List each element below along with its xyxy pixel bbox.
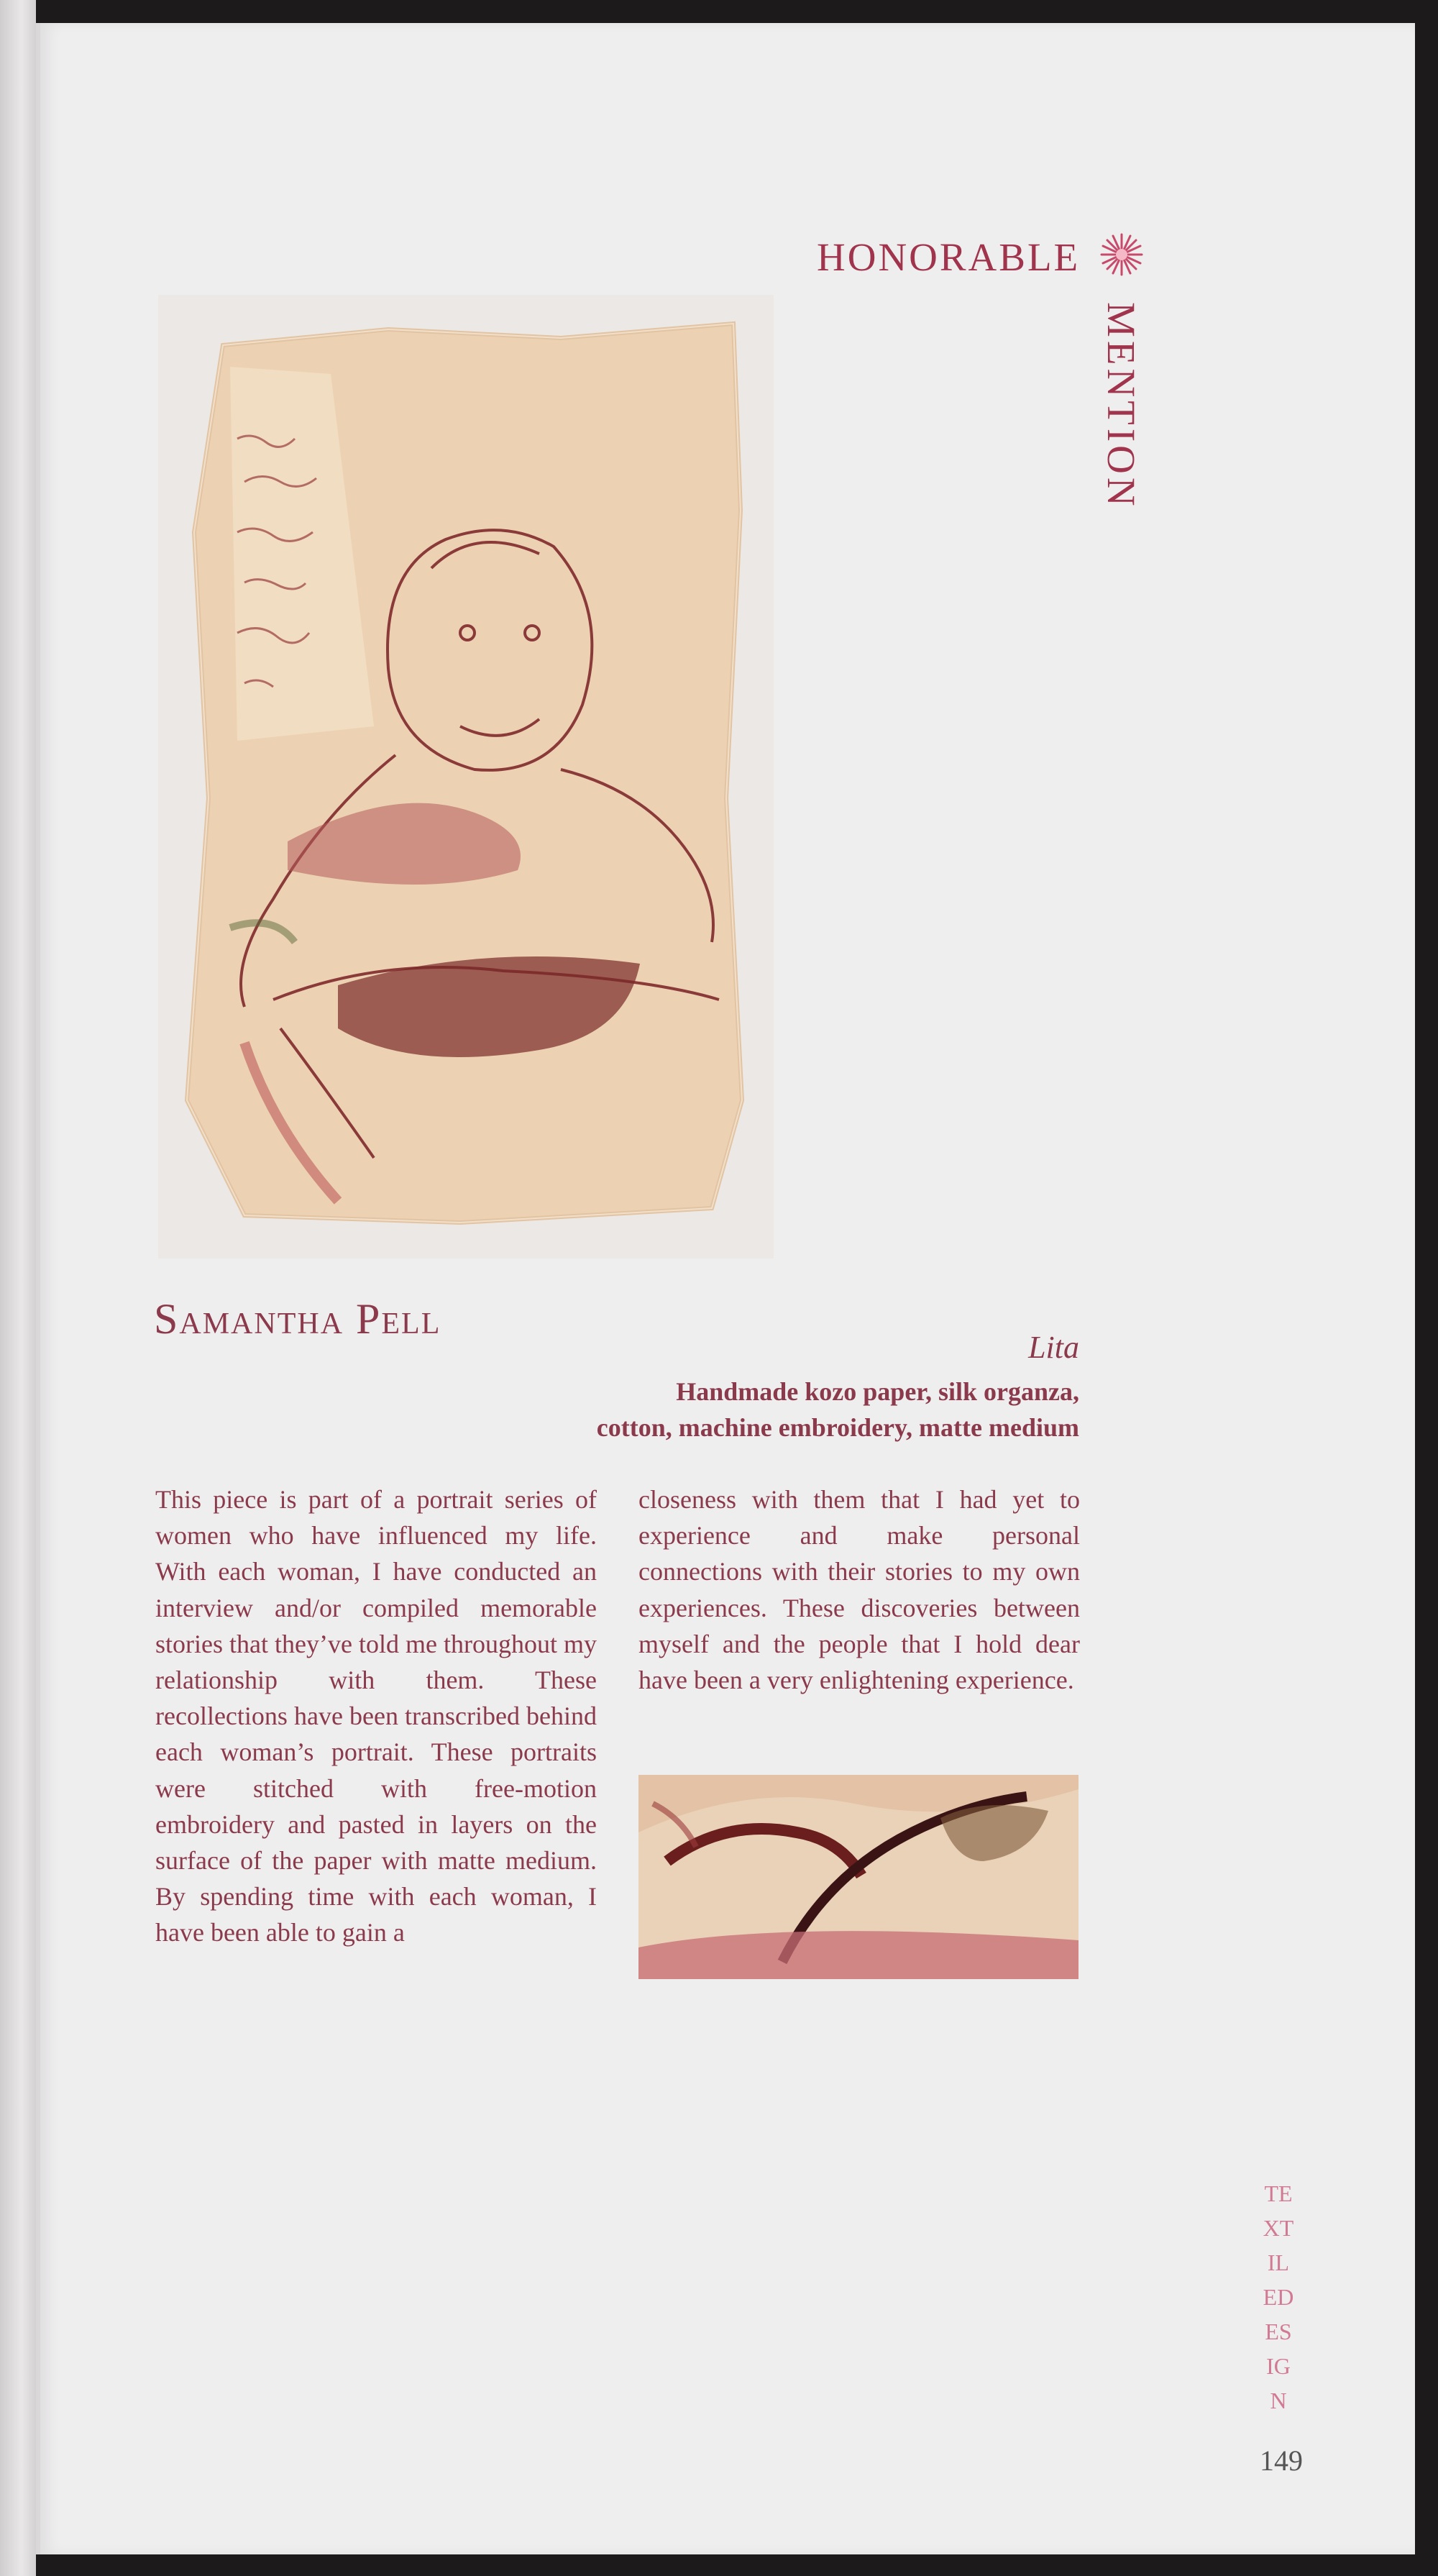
section-letters-2: XT: [1263, 2215, 1294, 2241]
materials-line-2: cotton, machine embroidery, matte medium: [596, 1413, 1079, 1442]
section-letters-3: IL: [1267, 2250, 1290, 2275]
statement-column-2: closeness with them that I had yet to experience and make personal connections with their stories to my own experiences. These discoveries between myself and the people that I hold dear have been a very enlightening experience.: [638, 1485, 1080, 1695]
section-letters-5: ES: [1265, 2319, 1292, 2344]
mention-heading: MENTION: [1099, 302, 1143, 510]
page-number: 149: [1260, 2444, 1303, 2477]
artwork-materials: [432, 1374, 1079, 1445]
portrait-artwork-image: [158, 295, 774, 1259]
detail-artwork-image: [638, 1775, 1078, 1979]
statement-column-1: This piece is part of a portrait series of women who have influenced my life. With each woman, I have conducted an interview and/or compiled memorable stories that they’ve told me throughout my relationship with them. These recollections have been transcribed behind each woman’s portrait. These portraits were stitched with free-motion embroidery and pasted in layers on the surface of the paper with matte medium. By spending time with each woman, I have been able to gain a: [155, 1485, 597, 1947]
section-letters-1: TE: [1264, 2180, 1293, 2206]
materials-line-1: Handmade kozo paper, silk organza,: [676, 1377, 1079, 1406]
section-vertical-label: [1257, 2176, 1300, 2418]
book-spine: [0, 0, 36, 2576]
artist-name: Samantha Pell: [154, 1295, 441, 1343]
section-letters-7: N: [1270, 2388, 1287, 2413]
section-letters-4: ED: [1263, 2284, 1294, 2310]
artwork-title: Lita: [1028, 1330, 1079, 1365]
honorable-heading: HONORABLE: [817, 235, 1081, 279]
star-burst-icon: [1099, 232, 1145, 278]
section-letters-6: IG: [1266, 2353, 1291, 2379]
